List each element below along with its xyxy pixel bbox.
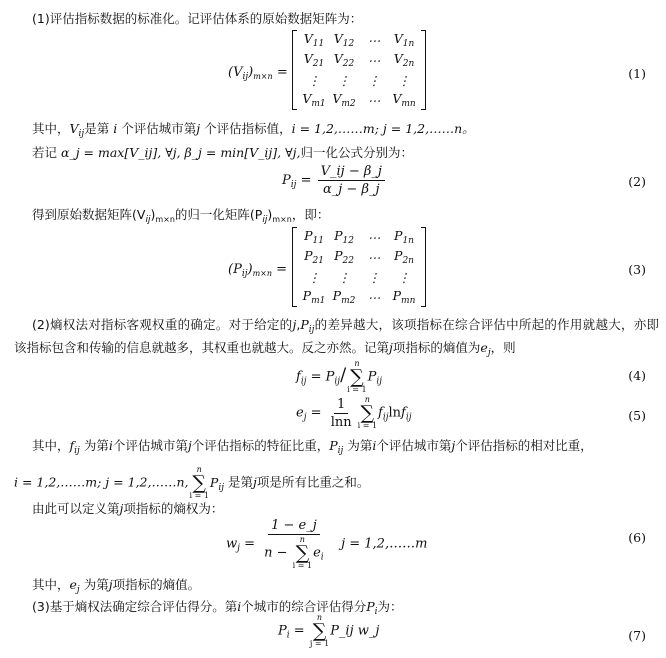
eq1-matrix-cell: ⋮	[397, 72, 411, 88]
eq3-matrix-cell: ⋮	[367, 269, 381, 285]
eq7: $P_i$ = n ∑ j = 1 P_ij w_j	[278, 613, 380, 648]
eq-number-6: (6)	[628, 530, 646, 545]
eq4: $f_{ij} = P_{ij}/$ n ∑ i = 1 $P_{ij}$	[296, 359, 383, 394]
para-define-weight: 由此可以定义第j项指标的熵权为：	[32, 501, 224, 516]
eq3-matrix-cell: $P_{21}$	[304, 248, 324, 266]
para-standardization: (1)评估指标数据的标准化。记评估体系的原始数据矩阵为：	[32, 11, 363, 26]
eq1-matrix-row	[299, 50, 419, 70]
eq3-lhs: $(P_{ij})_{m\times n}$ =	[228, 262, 288, 279]
eq3-matrix	[292, 227, 426, 307]
eq3-matrix-cell: $P_{11}$	[304, 228, 324, 246]
eq1-matrix-cell: ⋯	[367, 52, 381, 68]
eq1-matrix-cell: ⋯	[367, 92, 381, 108]
eq1-matrix-cell: $V_{mn}$	[392, 91, 416, 109]
eq3-matrix-cell: ⋮	[307, 269, 321, 285]
eq3-matrix-cell: ⋮	[337, 269, 351, 285]
para-composite-score: (3)基于熵权法确定综合评估得分。第i个城市的综合评估得分$P_i$为：	[32, 599, 403, 617]
eq2: $P_{ij}$ = $\frac{V\_ij - \beta\_j}{\alpha\_j - \beta\_j}$	[282, 164, 387, 197]
eq1-matrix-row	[299, 70, 419, 90]
para-if-alpha: 若记 α_j = max[V_ij], ∀j, β_j = min[V_ij], ∀j,归一化公式分别为：	[32, 145, 413, 160]
eq3-matrix-cell: ⋯	[367, 229, 381, 245]
eq1-matrix-cell: $V_{21}$	[303, 51, 325, 69]
eq1-matrix-cell: ⋮	[337, 72, 351, 88]
eq3-matrix-cell: $P_{1n}$	[394, 228, 414, 246]
eq1-matrix-cell: ⋮	[367, 72, 381, 88]
eq3-matrix-row	[299, 247, 419, 267]
para-index-range: i = 1,2,……m; j = 1,2,……n, n ∑ i = 1 $P_{ij}$ 是第j项是所有比重之和。	[14, 465, 370, 500]
eq-number-5: (5)	[628, 408, 646, 423]
eq3-matrix-cell: $P_{m1}$	[302, 288, 326, 306]
eq1-matrix-cell: ⋯	[367, 32, 381, 48]
eq1-matrix-cell: $V_{1n}$	[393, 31, 415, 49]
eq1-matrix-cell: ⋮	[307, 72, 321, 88]
eq3-matrix-cell: ⋯	[367, 249, 381, 265]
eq1-matrix	[292, 30, 426, 110]
eq-number-2: (2)	[628, 174, 646, 189]
para-where-vij: 其中，$V_{ij}$是第 i 个评估城市第j 个评估指标值，i = 1,2,……m; j = 1,2,……n。	[32, 121, 475, 139]
eq3-matrix-cell: $P_{22}$	[334, 248, 354, 266]
eq1-matrix-cell: $V_{m2}$	[332, 91, 356, 109]
eq3-matrix-cell: $P_{2n}$	[394, 248, 414, 266]
eq-number-4: (4)	[628, 368, 646, 383]
eq3-matrix-cell: ⋮	[397, 269, 411, 285]
eq1-matrix-cell: $V_{12}$	[333, 31, 355, 49]
eq3-matrix-cell: ⋯	[367, 289, 381, 305]
eq-number-3: (3)	[628, 262, 646, 277]
eq1-matrix-cell: $V_{22}$	[333, 51, 355, 69]
eq1-lhs: $(V_{ij})_{m\times n}$ =	[228, 65, 288, 82]
eq3-matrix-cell: $P_{mn}$	[392, 288, 416, 306]
eq1-matrix-cell: $V_{11}$	[303, 31, 325, 49]
eq1-matrix-cell: $V_{m1}$	[302, 91, 326, 109]
para-normalized-matrix: 得到原始数据矩阵$(V_{ij})_{m\times n}$的归一化矩阵$(P_{ij})_{m\times n}$，即：	[32, 207, 330, 225]
eq3-matrix-row	[299, 287, 419, 307]
eq5: $e_j$ = $\frac{1}{\ln n}$ n ∑ i = 1 $f_{ij}\ln f_{ij}$	[296, 395, 412, 430]
eq1-matrix-cell: $V_{2n}$	[393, 51, 415, 69]
eq3-matrix-cell: $P_{12}$	[334, 228, 354, 246]
para-where-ej: 其中，$e_j$ 为第j项指标的熵值。	[32, 577, 201, 595]
eq1-matrix-row	[299, 30, 419, 50]
eq1-matrix-row	[299, 90, 419, 110]
eq-number-7: (7)	[628, 628, 646, 643]
eq-number-1: (1)	[628, 66, 646, 81]
para-where-fij: 其中，$f_{ij}$ 为第i个评估城市第j个评估指标的特征比重，$P_{ij}$ 为第i个评估城市第j个评估指标的相对比重，	[32, 438, 593, 456]
eq3-matrix-row	[299, 227, 419, 247]
para-entropy-weight: (2)熵权法对指标客观权重的确定。对于给定的$j,P_{ij}$的差异越大，该项指标在综合评估中所起的作用就越大，亦即该指标包含和传输的信息就越多，其权重也就越大。反之亦然。记第j项指标的熵值为$e_j$，则	[14, 317, 659, 358]
eq3-matrix-cell: $P_{m2}$	[332, 288, 356, 306]
eq3-matrix-row	[299, 267, 419, 287]
eq6: $w_j$ = 1 − e_j n − n ∑ i = 1 $e_i$ j = 1,2,……m	[226, 518, 428, 570]
